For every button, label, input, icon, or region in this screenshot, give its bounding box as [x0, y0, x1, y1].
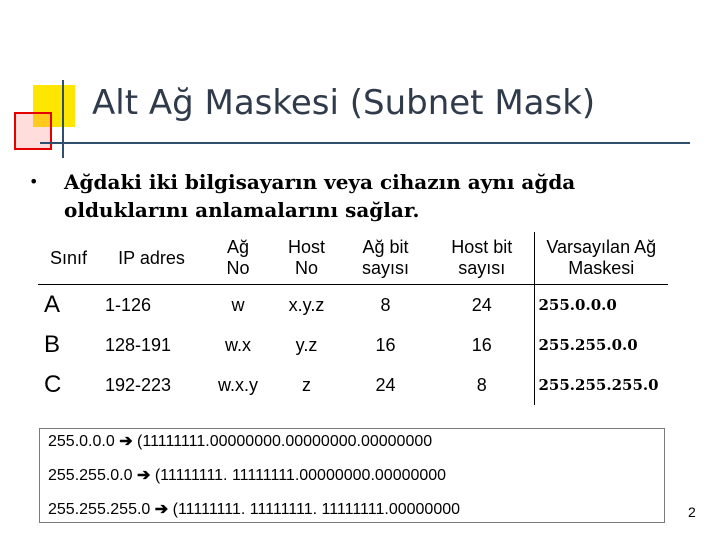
cell-network-bits: 24	[375, 374, 396, 395]
binary-bits: (11111111.00000000.00000000.00000000	[137, 433, 433, 450]
header-default-mask-line1: Varsayılan Ağ	[546, 237, 657, 257]
header-network-no-line1: Ağ	[226, 237, 250, 257]
table-row	[38, 365, 668, 405]
cell-host-bits: 8	[476, 374, 487, 395]
header-host-bits-line1: Host bit	[451, 237, 513, 257]
cell-host-bits: 24	[430, 285, 534, 326]
cell-ip-range: 128-191	[105, 334, 172, 355]
binary-line	[48, 465, 446, 485]
binary-line	[48, 431, 432, 451]
bullet-text: Ağdaki iki bilgisayarın veya cihazın aynı ağda olduklarını anlamalarını sağlar.	[64, 170, 576, 222]
header-host-bits-line2: sayısı	[458, 258, 506, 278]
header-host-no-line2: No	[294, 258, 318, 278]
binary-mask-value: 255.0.0.0	[48, 433, 115, 450]
cell-host-no: z	[302, 374, 311, 395]
header-network-no-line2: No	[226, 258, 250, 278]
right-arrow-icon: ➔	[136, 467, 155, 484]
header-default-mask	[534, 232, 668, 285]
cell-network-bits: 8	[341, 285, 430, 326]
binary-mask-box	[39, 428, 665, 523]
cell-default-mask: 255.255.0.0	[534, 325, 668, 365]
right-arrow-icon: ➔	[154, 501, 173, 518]
cell-class: C	[44, 371, 62, 398]
header-ip-range: IP adres	[118, 247, 185, 268]
header-default-mask-line2: Maskesi	[568, 258, 635, 278]
header-host-no-line1: Host	[287, 237, 325, 257]
binary-mask-value: 255.255.255.0	[48, 501, 151, 518]
cell-network-no: w.x	[224, 334, 251, 355]
cell-default-mask: 255.0.0.0	[534, 285, 668, 326]
right-arrow-icon: ➔	[119, 433, 138, 450]
cell-class: B	[44, 331, 61, 358]
cell-network-no: w.x.y	[217, 374, 258, 395]
header-network-no	[204, 232, 272, 285]
binary-bits: (11111111. 11111111. 11111111.00000000	[172, 501, 461, 518]
cell-network-no: w	[204, 285, 272, 326]
cell-default-mask: 255.255.255.0	[534, 365, 668, 405]
header-network-bits	[341, 232, 430, 285]
subnet-class-table	[38, 232, 668, 405]
cell-host-no: x.y.z	[272, 285, 341, 326]
table-row	[38, 285, 668, 326]
cell-host-no: y.z	[295, 334, 318, 355]
slide-title: Alt Ağ Maskesi (Subnet Mask)	[92, 83, 596, 123]
header-class: Sınıf	[49, 247, 88, 268]
binary-mask-value: 255.255.0.0	[48, 467, 133, 484]
table-header-row	[38, 232, 668, 285]
table-row	[38, 325, 668, 365]
cell-ip-range: 192-223	[105, 374, 172, 395]
header-host-no	[272, 232, 341, 285]
decor-red-square	[14, 112, 52, 150]
bullet-icon: •	[29, 172, 39, 191]
cell-class: A	[38, 285, 99, 326]
cell-network-bits: 16	[375, 334, 396, 355]
header-network-bits-line1: Ağ bit	[362, 237, 409, 257]
binary-line	[48, 499, 460, 519]
header-host-bits	[430, 232, 534, 285]
header-network-bits-line2: sayısı	[361, 258, 409, 278]
cell-ip-range: 1-126	[99, 285, 204, 326]
binary-bits: (11111111. 11111111.00000000.00000000	[154, 467, 447, 484]
page-number: 2	[688, 504, 696, 520]
decor-vertical-rule	[62, 80, 64, 158]
cell-host-bits: 16	[471, 334, 492, 355]
title-underline	[40, 142, 690, 144]
